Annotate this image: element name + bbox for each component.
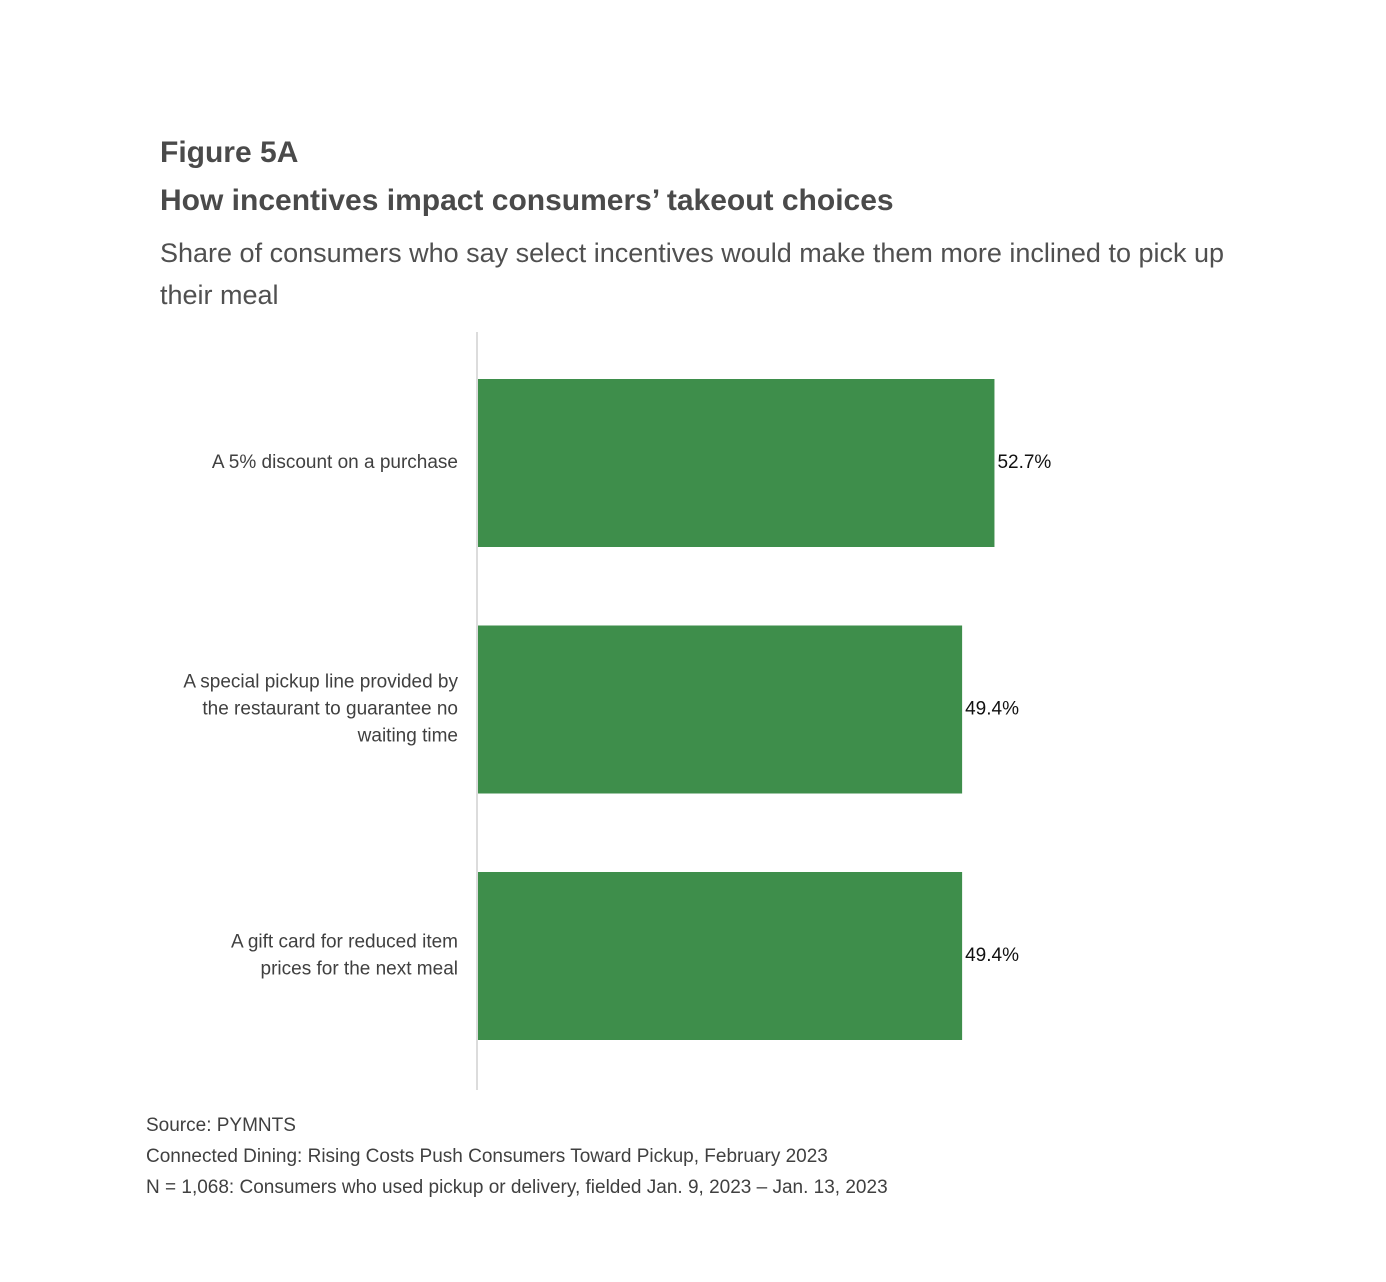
value-label-1: 52.7% [997,452,1052,474]
category-label-2 [183,672,458,747]
category-label-line: A special pickup line provided by [183,671,458,693]
bar-1 [478,379,994,547]
bars-group [478,379,994,1040]
category-label-line: prices for the next meal [260,958,458,980]
value-label-3: 49.4% [965,945,1019,967]
category-label-line: the restaurant to guarantee no [202,698,458,720]
footer-source: Source: PYMNTS [146,1115,296,1136]
category-label-3 [231,932,458,980]
chart-title: How incentives impact consumers’ takeout choices [160,184,894,217]
bar-2 [478,626,962,794]
category-label-line: waiting time [357,725,458,747]
bar-3 [478,872,962,1040]
category-label-line: A 5% discount on a purchase [211,452,458,474]
footer-report: Connected Dining: Rising Costs Push Consumers Toward Pickup, February 2023 [146,1146,828,1167]
footer-sample: N = 1,068: Consumers who used pickup or delivery, fielded Jan. 9, 2023 – Jan. 13, 2023 [146,1177,888,1198]
category-label-1 [212,452,458,473]
category-label-line: A gift card for reduced item [230,931,458,953]
category-labels-group [183,452,458,980]
figure-label: Figure 5A [160,136,299,169]
value-label-2: 49.4% [965,698,1019,720]
chart-footer [146,1110,888,1203]
chart-subtitle: Share of consumers who say select incentives would make them more inclined to pick up their meal [160,238,1225,310]
